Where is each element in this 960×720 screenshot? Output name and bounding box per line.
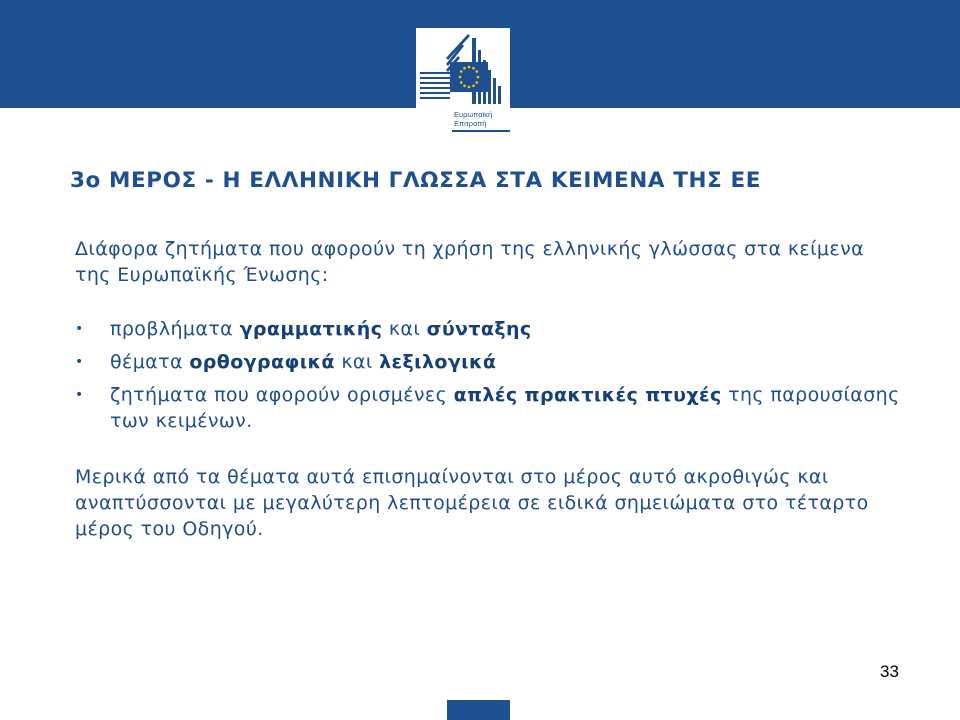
- footer-flag-block: [447, 700, 510, 720]
- intro-paragraph: Διάφορα ζητήματα που αφορούν τη χρήση της ελληνικής γλώσσας στα κείμενα της Ευρωπαϊκής Ένωσης:: [75, 238, 865, 286]
- bullet-icon: •: [75, 354, 84, 370]
- bullet-icon: •: [75, 387, 84, 403]
- european-commission-logo: [416, 28, 510, 134]
- slide-body: [75, 236, 905, 542]
- logo-underline: [452, 130, 510, 132]
- slide-title: 3ο ΜΕΡΟΣ - Η ΕΛΛΗΝΙΚΗ ΓΛΩΣΣΑ ΣΤΑ ΚΕΙΜΕΝΑ ΤΗΣ ΕΕ: [70, 168, 762, 193]
- page-number: 33: [880, 662, 899, 681]
- closing-paragraph: Μερικά από τα θέματα αυτά επισημαίνονται στο μέρος αυτό ακροθιγώς και αναπτύσσονται με μεγαλύτερη λεπτομέρεια σε ειδικά σημειώματα στο τέταρτο μέρος του Οδηγού.: [75, 466, 869, 540]
- bullet-icon: •: [75, 321, 84, 337]
- list-item: • προβλήματα γραμματικής και σύνταξης: [75, 318, 532, 340]
- list-item: • ζητήματα που αφορούν ορισμένες απλές πρακτικές πτυχές της παρουσίασης των κειμένων.: [75, 384, 900, 432]
- commission-building-icon: [416, 28, 510, 110]
- bullet-list: [75, 316, 905, 434]
- list-item: • θέματα ορθογραφικά και λεξιλογικά: [75, 351, 497, 373]
- logo-caption: Ευρωπαϊκή Επιτροπή: [454, 110, 493, 128]
